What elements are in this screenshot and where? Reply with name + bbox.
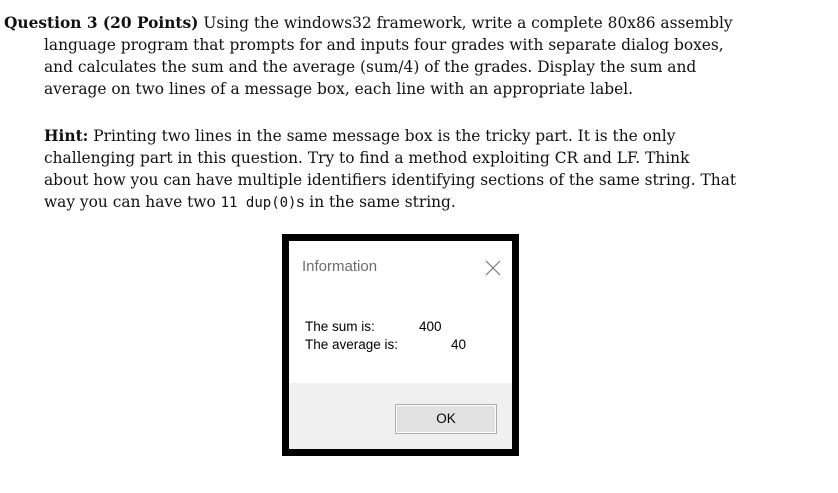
hint-line-1 [44,125,784,147]
question-text [4,12,774,100]
close-icon[interactable] [485,260,501,276]
question-line-1 [4,12,774,34]
question-line-4: average on two lines of a message box, each line with an appropriate label. [44,80,634,98]
hint-line-4-end: s in the same string. [296,193,456,211]
hint-line-4-start: way you can have two [44,193,216,211]
hint-line-1-text: Printing two lines in the same message box is the tricky part. It is the only [93,127,676,145]
message-box [289,241,512,449]
hint-label: Hint: [44,127,89,145]
sum-label: The sum is: [305,319,375,334]
message-box-title: Information [302,258,378,275]
hint-line-3: about how you can have multiple identifiers identifying sections of the same string. That [44,171,737,189]
question-line-1-text: Using the windows32 framework, write a complete 80x86 assembly [203,14,733,32]
close-icon-graphic [485,260,501,276]
average-value: 40 [451,337,467,352]
ok-button[interactable]: OK [395,404,497,434]
average-label: The average is: [305,337,399,352]
hint-text [44,125,784,214]
hint-line-4 [44,191,784,214]
message-box-frame [282,234,519,456]
question-line-3: and calculates the sum and the average (sum/4) of the grades. Display the sum and [44,58,697,76]
hint-code: 11 dup(0) [220,195,297,211]
message-box-footer [289,383,512,449]
sum-value: 400 [419,319,442,334]
hint-line-2: challenging part in this question. Try to find a method exploiting CR and LF. Think [44,149,690,167]
question-line-2: language program that prompts for and inputs four grades with separate dialog boxes, [44,36,724,54]
question-heading: Question 3 (20 Points) [4,14,199,32]
